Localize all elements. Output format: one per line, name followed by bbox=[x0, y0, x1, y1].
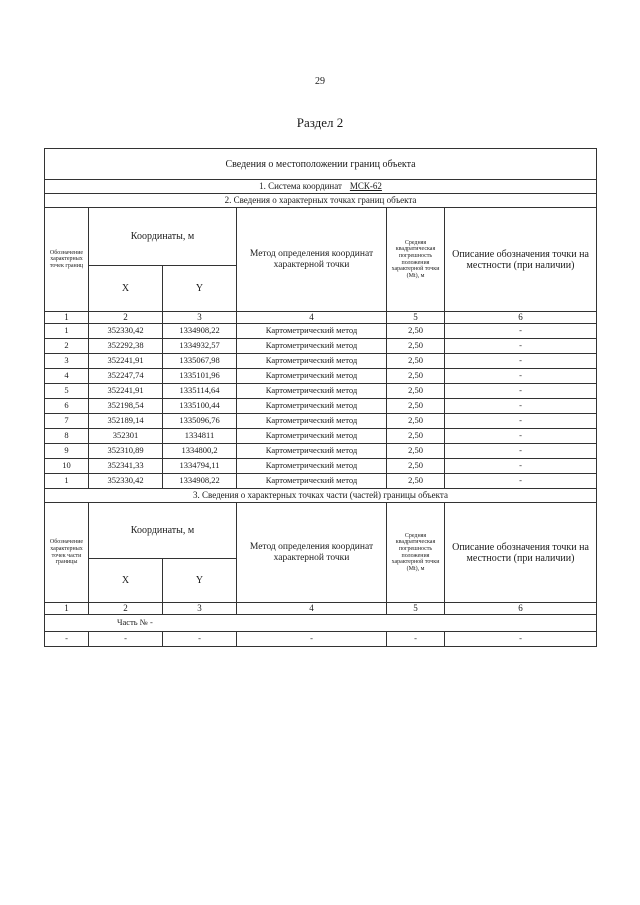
point-x: 352341,33 bbox=[89, 459, 163, 474]
section3-label: 3. Сведения о характерных точках части (частей) границы объекта bbox=[45, 489, 597, 503]
point-number: 5 bbox=[45, 384, 89, 399]
point-number: 3 bbox=[45, 354, 89, 369]
point-accuracy: 2,50 bbox=[387, 429, 445, 444]
table-row bbox=[45, 459, 597, 474]
header-accuracy: Средняя квадратическая погрешность положения характерной точки (Mt), м bbox=[387, 503, 445, 603]
header-point-designation-part: Обозначение характерных точек части границы bbox=[45, 503, 89, 603]
point-method: Картометрический метод bbox=[237, 429, 387, 444]
point-method: Картометрический метод bbox=[237, 369, 387, 384]
header-y: Y bbox=[163, 559, 237, 603]
column-number: 1 bbox=[45, 603, 89, 615]
point-number: 7 bbox=[45, 414, 89, 429]
table-row bbox=[45, 444, 597, 459]
column-number: 2 bbox=[89, 312, 163, 324]
section2-row bbox=[45, 194, 597, 208]
column-number: 4 bbox=[237, 603, 387, 615]
point-y: 1334794,11 bbox=[163, 459, 237, 474]
point-description: - bbox=[445, 354, 597, 369]
part-header-row-1 bbox=[45, 503, 597, 559]
column-numbers-row bbox=[45, 312, 597, 324]
point-number: 2 bbox=[45, 339, 89, 354]
point-method: Картометрический метод bbox=[237, 354, 387, 369]
header-point-designation: Обозначение характерных точек границ bbox=[45, 208, 89, 312]
header-coordinates: Координаты, м bbox=[89, 208, 237, 266]
table-row bbox=[45, 339, 597, 354]
point-x: 352301 bbox=[89, 429, 163, 444]
point-description: - bbox=[445, 429, 597, 444]
table-title-row bbox=[45, 149, 597, 180]
point-accuracy: 2,50 bbox=[387, 459, 445, 474]
point-accuracy: 2,50 bbox=[387, 444, 445, 459]
table-row bbox=[45, 414, 597, 429]
point-description: - bbox=[445, 399, 597, 414]
point-description: - bbox=[445, 369, 597, 384]
point-description: - bbox=[445, 324, 597, 339]
column-number: 4 bbox=[237, 312, 387, 324]
point-number: 10 bbox=[45, 459, 89, 474]
point-y: 1334932,57 bbox=[163, 339, 237, 354]
coord-system-row bbox=[45, 180, 597, 194]
point-description: - bbox=[445, 459, 597, 474]
part-label: Часть № - bbox=[45, 615, 597, 632]
column-number: 3 bbox=[163, 312, 237, 324]
point-method: Картометрический метод bbox=[237, 474, 387, 489]
header-method: Метод определения координат характерной точки bbox=[237, 208, 387, 312]
point-y: 1335101,96 bbox=[163, 369, 237, 384]
header-x: X bbox=[89, 559, 163, 603]
point-description: - bbox=[445, 414, 597, 429]
table-row bbox=[45, 324, 597, 339]
part-data-row bbox=[45, 632, 597, 647]
point-accuracy: 2,50 bbox=[387, 414, 445, 429]
point-accuracy: 2,50 bbox=[387, 384, 445, 399]
point-method: Картометрический метод bbox=[237, 459, 387, 474]
table-row bbox=[45, 369, 597, 384]
point-method: Картометрический метод bbox=[237, 384, 387, 399]
point-y: 1335100,44 bbox=[163, 399, 237, 414]
table-row bbox=[45, 399, 597, 414]
section-title: Раздел 2 bbox=[296, 115, 344, 130]
point-number: 6 bbox=[45, 399, 89, 414]
header-accuracy: Средняя квадратическая погрешность положения характерной точки (Mt), м bbox=[387, 208, 445, 312]
part-cell: - bbox=[387, 632, 445, 647]
column-number: 5 bbox=[387, 603, 445, 615]
table-title: Сведения о местоположении границ объекта bbox=[45, 149, 597, 180]
part-cell: - bbox=[445, 632, 597, 647]
header-row-1 bbox=[45, 208, 597, 266]
point-method: Картометрический метод bbox=[237, 324, 387, 339]
column-number: 1 bbox=[45, 312, 89, 324]
point-x: 352241,91 bbox=[89, 354, 163, 369]
point-accuracy: 2,50 bbox=[387, 399, 445, 414]
section3-row bbox=[45, 489, 597, 503]
point-description: - bbox=[445, 384, 597, 399]
point-y: 1335096,76 bbox=[163, 414, 237, 429]
point-accuracy: 2,50 bbox=[387, 354, 445, 369]
point-x: 352241,91 bbox=[89, 384, 163, 399]
header-coordinates: Координаты, м bbox=[89, 503, 237, 559]
page-number: 29 bbox=[315, 76, 325, 87]
point-number: 9 bbox=[45, 444, 89, 459]
point-accuracy: 2,50 bbox=[387, 474, 445, 489]
point-number: 4 bbox=[45, 369, 89, 384]
point-x: 352292,38 bbox=[89, 339, 163, 354]
point-accuracy: 2,50 bbox=[387, 369, 445, 384]
column-number: 6 bbox=[445, 603, 597, 615]
part-column-numbers-row bbox=[45, 603, 597, 615]
column-number: 5 bbox=[387, 312, 445, 324]
column-number: 3 bbox=[163, 603, 237, 615]
table-row bbox=[45, 429, 597, 444]
part-cell: - bbox=[237, 632, 387, 647]
part-label-row bbox=[45, 615, 597, 632]
point-x: 352198,54 bbox=[89, 399, 163, 414]
header-y: Y bbox=[163, 266, 237, 312]
table-row bbox=[45, 384, 597, 399]
coord-system-value: МСК-62 bbox=[349, 180, 382, 191]
boundary-table bbox=[44, 148, 597, 647]
column-number: 2 bbox=[89, 603, 163, 615]
point-x: 352330,42 bbox=[89, 324, 163, 339]
header-description: Описание обозначения точки на местности (при наличии) bbox=[445, 503, 597, 603]
point-x: 352330,42 bbox=[89, 474, 163, 489]
point-y: 1335114,64 bbox=[163, 384, 237, 399]
part-cell: - bbox=[45, 632, 89, 647]
point-method: Картометрический метод bbox=[237, 414, 387, 429]
point-method: Картометрический метод bbox=[237, 339, 387, 354]
part-cell: - bbox=[89, 632, 163, 647]
header-x: X bbox=[89, 266, 163, 312]
part-cell: - bbox=[163, 632, 237, 647]
point-number: 1 bbox=[45, 324, 89, 339]
point-description: - bbox=[445, 339, 597, 354]
point-accuracy: 2,50 bbox=[387, 339, 445, 354]
point-x: 352189,14 bbox=[89, 414, 163, 429]
point-y: 1334908,22 bbox=[163, 474, 237, 489]
point-y: 1334811 bbox=[163, 429, 237, 444]
coord-system-label: 1. Система координат bbox=[259, 180, 342, 191]
point-number: 8 bbox=[45, 429, 89, 444]
point-accuracy: 2,50 bbox=[387, 324, 445, 339]
point-number: 1 bbox=[45, 474, 89, 489]
header-description: Описание обозначения точки на местности (при наличии) bbox=[445, 208, 597, 312]
point-description: - bbox=[445, 444, 597, 459]
header-method: Метод определения координат характерной точки bbox=[237, 503, 387, 603]
table-row bbox=[45, 354, 597, 369]
point-method: Картометрический метод bbox=[237, 444, 387, 459]
table-row bbox=[45, 474, 597, 489]
point-x: 352310,89 bbox=[89, 444, 163, 459]
point-description: - bbox=[445, 474, 597, 489]
section2-label: 2. Сведения о характерных точках границ объекта bbox=[45, 194, 597, 208]
point-y: 1335067,98 bbox=[163, 354, 237, 369]
point-y: 1334800,2 bbox=[163, 444, 237, 459]
point-method: Картометрический метод bbox=[237, 399, 387, 414]
column-number: 6 bbox=[445, 312, 597, 324]
point-y: 1334908,22 bbox=[163, 324, 237, 339]
point-x: 352247,74 bbox=[89, 369, 163, 384]
